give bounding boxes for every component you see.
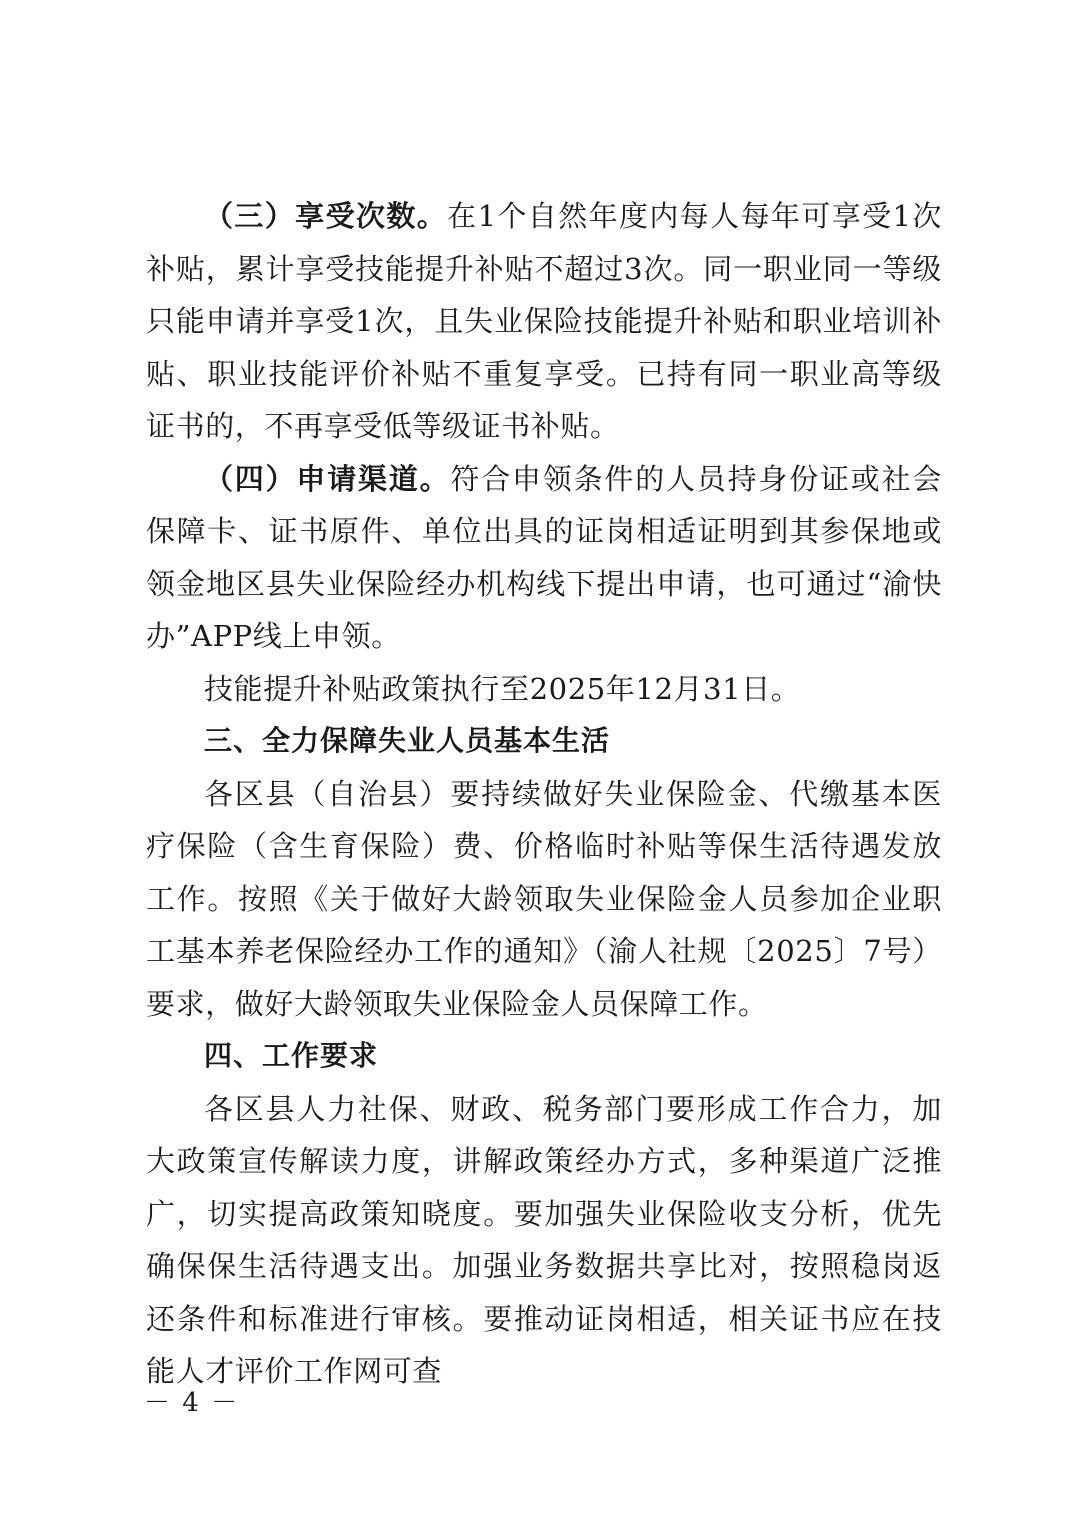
paragraph-text: 符合申领条件的人员持身份证或社会保障卡、证书原件、单位出具的证岗相适证明到其参保地或领金地区县失业保险经办机构线下提出申请，也可通过“渝快办”APP线上申领。 xyxy=(146,461,942,653)
paragraph-policy-term: 技能提升补贴政策执行至2025年12月31日。 xyxy=(204,671,801,706)
section-heading-3: 三、全力保障失业人员基本生活 xyxy=(204,724,611,757)
page-number: － 4 － xyxy=(144,1388,240,1418)
paragraph-lead: （三）享受次数。 xyxy=(204,199,448,233)
paragraph-lead: （四）申请渠道。 xyxy=(204,461,451,496)
paragraph-enjoy-times xyxy=(146,190,942,453)
paragraph-basic-living: 各区县（自治县）要持续做好失业保险金、代缴基本医疗保险（含生育保险）费、价格临时补贴等保生活待遇发放工作。按照《关于做好大龄领取失业保险金人员参加企业职工基本养老保险经办工作的通知》（渝人社规〔2025〕7号）要求，做好大龄领取失业保险金人员保障工作。 xyxy=(146,776,942,1021)
paragraph-work-requirements: 各区县人力社保、财政、税务部门要形成工作合力，加大政策宣传解读力度，讲解政策经办方式，多种渠道广泛推广，切实提高政策知晓度。要加强失业保险收支分析，优先确保保生活待遇支出。加强业务数据共享比对，按照稳岗返还条件和标准进行审核。要推动证岗相适，相关证书应在技能人才评价工作网可查 xyxy=(146,1091,942,1388)
paragraph-text: 在1个自然年度内每人每年可享受1次补贴，累计享受技能提升补贴不超过3次。同一职业同一等级只能申请并享受1次，且失业保险技能提升补贴和职业培训补贴、职业技能评价补贴不重复享受。已持有同一职业高等级证书的，不再享受低等级证书补贴。 xyxy=(146,199,942,443)
section-heading-4: 四、工作要求 xyxy=(204,1039,379,1072)
document-body xyxy=(146,190,942,1398)
paragraph-apply-channel xyxy=(146,453,942,663)
